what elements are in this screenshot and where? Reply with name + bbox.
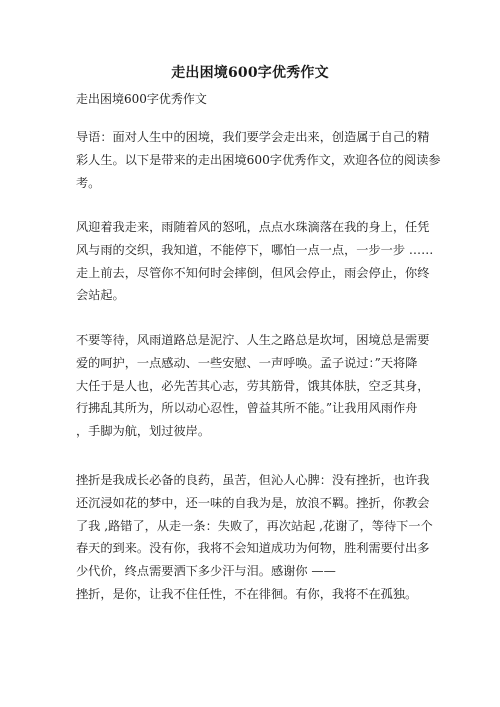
paragraph-do-not-wait: [76, 329, 430, 443]
paragraph-line: ，手脚为航，划过彼岸。: [76, 424, 211, 439]
paragraph-line: 走上前去，尽管你不知何时会摔倒，但风会停止，雨会停止，你终: [76, 265, 430, 280]
paragraph-line: 风与雨的交织，我知道，不能停下，哪怕一点一点，一步一步 ……: [76, 242, 434, 257]
paragraph-setbacks: [76, 469, 433, 606]
paragraph-line: 彩人生。以下是带来的走出困境600字优秀作文，欢迎各位的阅读参: [76, 152, 441, 167]
document-title: 走出困境600字优秀作文: [171, 65, 329, 81]
paragraph-intro: [76, 126, 441, 194]
paragraph-line: 考。: [76, 175, 101, 190]
paragraph-wind-rain: [76, 216, 434, 307]
paragraph-line: 导语：面对人生中的困境，我们要学会走出来，创造属于自己的精: [76, 130, 430, 144]
paragraph-line: 春天的到来。没有你，我将不会知道成功为何物，胜利需要付出多: [76, 541, 430, 556]
paragraph-line: 了我 ,路错了，从走一条：失败了，再次站起 ,花谢了，等待下一个: [76, 518, 433, 533]
paragraph-line: 挫折，是你，让我不住任性，不在徘徊。有你，我将不在孤独。: [76, 586, 418, 601]
paragraph-line: 风迎着我走来，雨随着风的怒吼，点点水珠滴落在我的身上，任凭: [76, 220, 430, 234]
paragraph-line: 少代价，终点需要洒下多少汗与泪。感谢你 ——: [76, 564, 336, 579]
paragraph-line: 行拂乱其所为，所以动心忍性，曾益其所不能。”让我用风雨作舟: [76, 401, 418, 416]
document-subtitle: 走出困境600字优秀作文: [76, 92, 207, 106]
paragraph-line: 不要等待，风雨道路总是泥泞、人生之路总是坎坷，困境总是需要: [76, 333, 430, 347]
paragraph-line: 挫折是我成长必备的良药，虽苦，但沁人心脾：没有挫折，也许我: [76, 473, 430, 487]
paragraph-line: 爱的呵护，一点感动、一些安慰、一声呼唤。孟子说过：”天将降: [76, 355, 418, 370]
paragraph-line: 大任于是人也，必先苦其心志，劳其筋骨，饿其体肤，空乏其身，: [76, 378, 430, 393]
paragraph-line: 会站起。: [76, 288, 125, 303]
paragraph-line: 还沉浸如花的梦中，还一味的自我为是，放浪不羁。挫折，你教会: [76, 495, 430, 510]
